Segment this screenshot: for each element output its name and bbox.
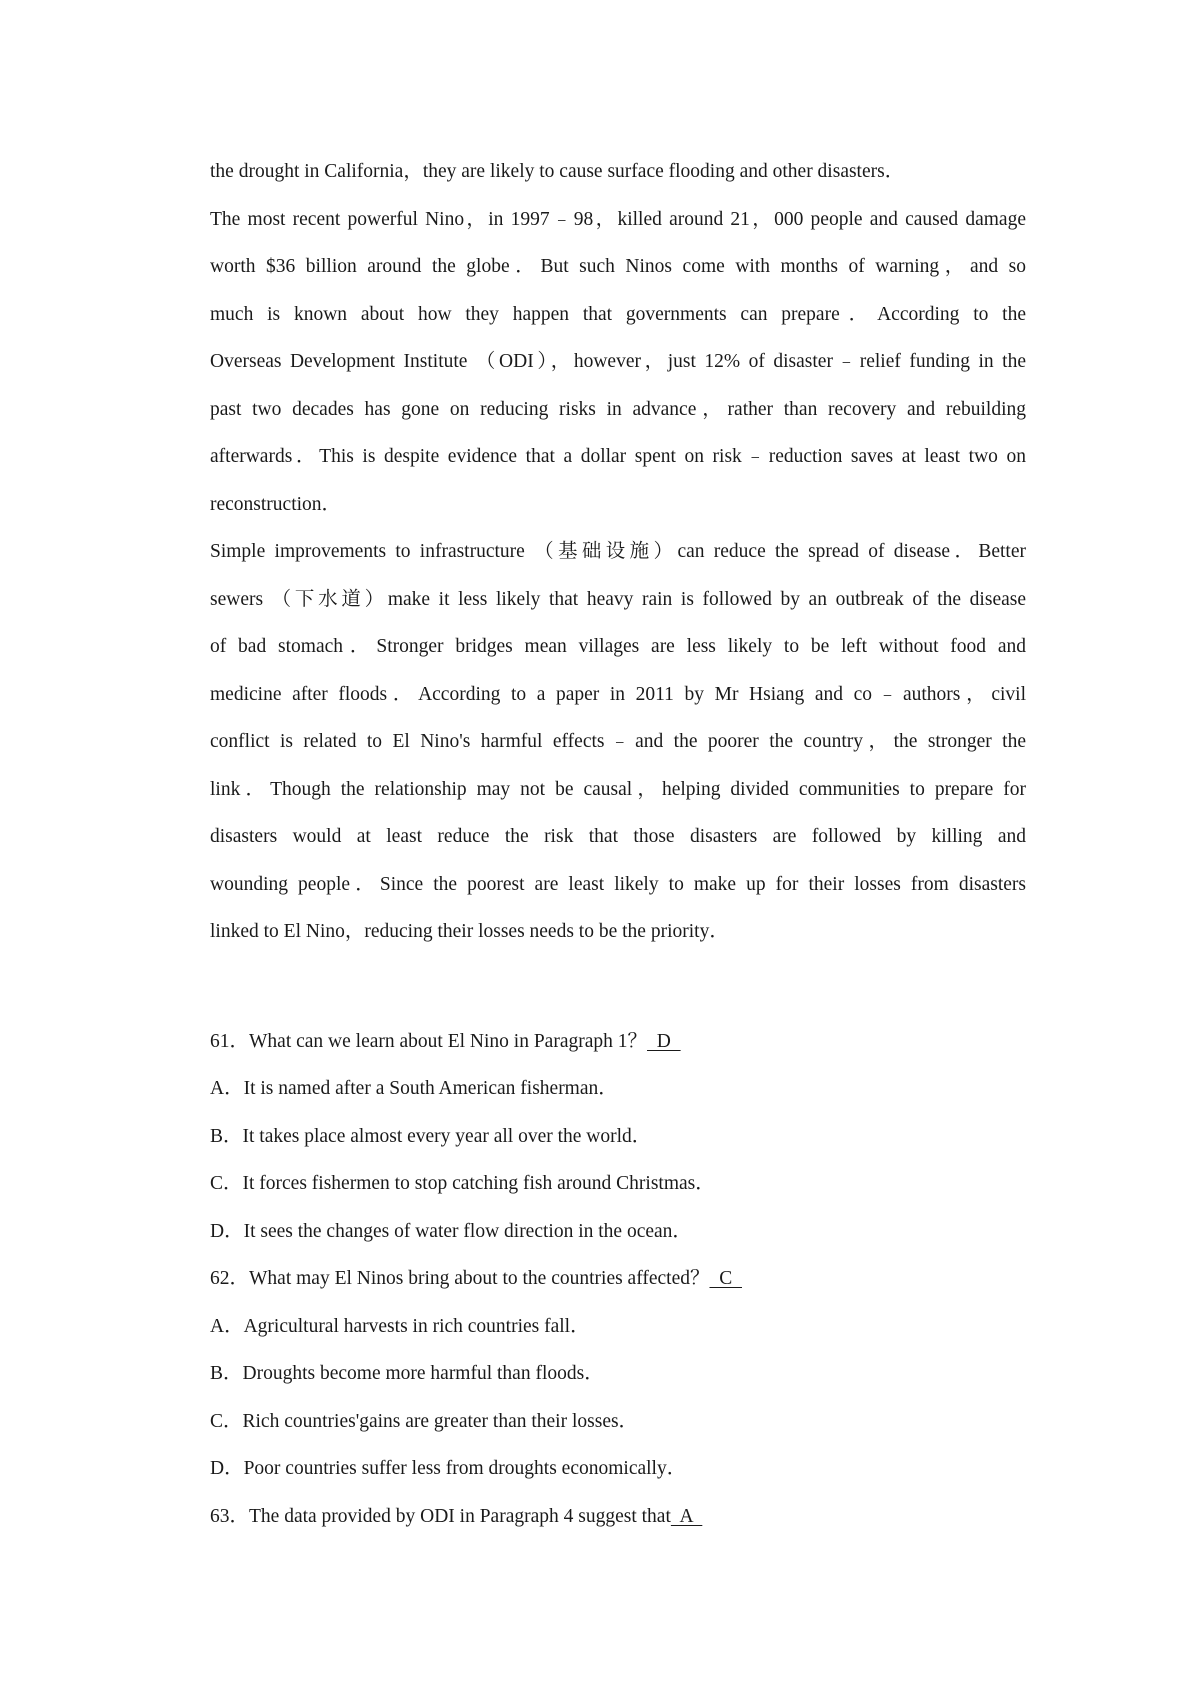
answer-option: C．Rich countries'gains are greater than their losses． (210, 1410, 639, 1432)
passage-line: Simple improvements to infrastructure （基础设施）can reduce the spread of disease．Better (210, 541, 1026, 562)
question-list (210, 1018, 1026, 1541)
answer-blank: C (709, 1268, 742, 1289)
passage-line: afterwards．This is despite evidence that a dollar spent on risk﹣reduction saves at least two on (210, 446, 1026, 467)
passage-line: medicine after floods．According to a paper in 2011 by Mr Hsiang and co﹣authors，civil (210, 683, 1026, 705)
answer-blank: A (670, 1505, 703, 1527)
passage-line: link．Though the relationship may not be causal，helping divided communities to prepare for (210, 778, 1026, 800)
passage-line: past two decades has gone on reducing risks in advance，rather than recovery and rebuilding (210, 398, 1026, 420)
passage-line: The most recent powerful Nino，in 1997﹣98，killed around 21，000 people and caused damage (210, 208, 1026, 230)
passage-line: sewers （下水道）make it less likely that heavy rain is followed by an outbreak of the disease (210, 588, 1026, 610)
passage-line: the drought in California，they are likely to cause surface flooding and other disasters． (210, 161, 905, 182)
passage-line: disasters would at least reduce the risk that those disasters are followed by killing and (210, 826, 1026, 847)
answer-option: A．It is named after a South American fisherman． (210, 1078, 618, 1099)
answer-option: B．Droughts become more harmful than floods． (210, 1363, 604, 1384)
passage-line: wounding people．Since the poorest are least likely to make up for their losses from disasters (210, 873, 1026, 895)
answer-option: D．Poor countries suffer less from droughts economically． (210, 1458, 687, 1479)
answer-blank: D (647, 1030, 681, 1052)
question-text: What may El Ninos bring about to the countries affected？ (249, 1268, 710, 1289)
question-text: The data provided by ODI in Paragraph 4 suggest that (249, 1505, 671, 1527)
answer-option: B．It takes place almost every year all over the world． (210, 1125, 652, 1147)
question-stem (210, 1493, 1026, 1541)
question-number: 61． (210, 1030, 250, 1052)
question-stem (210, 1255, 1026, 1303)
document-page (210, 148, 1026, 1540)
passage-line: linked to El Nino，reducing their losses needs to be the priority． (210, 921, 729, 942)
question-number: 63． (210, 1505, 250, 1527)
reading-passage (210, 148, 1026, 956)
passage-line: Overseas Development Institute （ODI），however，just 12% of disaster﹣relief funding in the (210, 351, 1026, 372)
question-number: 62． (210, 1268, 250, 1289)
answer-option: D．It sees the changes of water flow direction in the ocean． (210, 1220, 692, 1242)
answer-option: C．It forces fishermen to stop catching fish around Christmas． (210, 1173, 715, 1194)
question-text: What can we learn about El Nino in Paragraph 1？ (249, 1030, 648, 1052)
passage-line: reconstruction． (210, 493, 342, 515)
passage-line: conflict is related to El Nino's harmful effects﹣and the poorer the country，the stronger the (210, 731, 1026, 752)
answer-option: A．Agricultural harvests in rich countries fall． (210, 1315, 590, 1337)
passage-line: much is known about how they happen that governments can prepare．According to the (210, 303, 1026, 325)
section-gap (210, 956, 1026, 1018)
passage-line: of bad stomach．Stronger bridges mean villages are less likely to be left without food and (210, 636, 1026, 657)
question-stem (210, 1018, 1026, 1066)
passage-line: worth $36 billion around the globe．But such Ninos come with months of warning，and so (210, 256, 1026, 277)
